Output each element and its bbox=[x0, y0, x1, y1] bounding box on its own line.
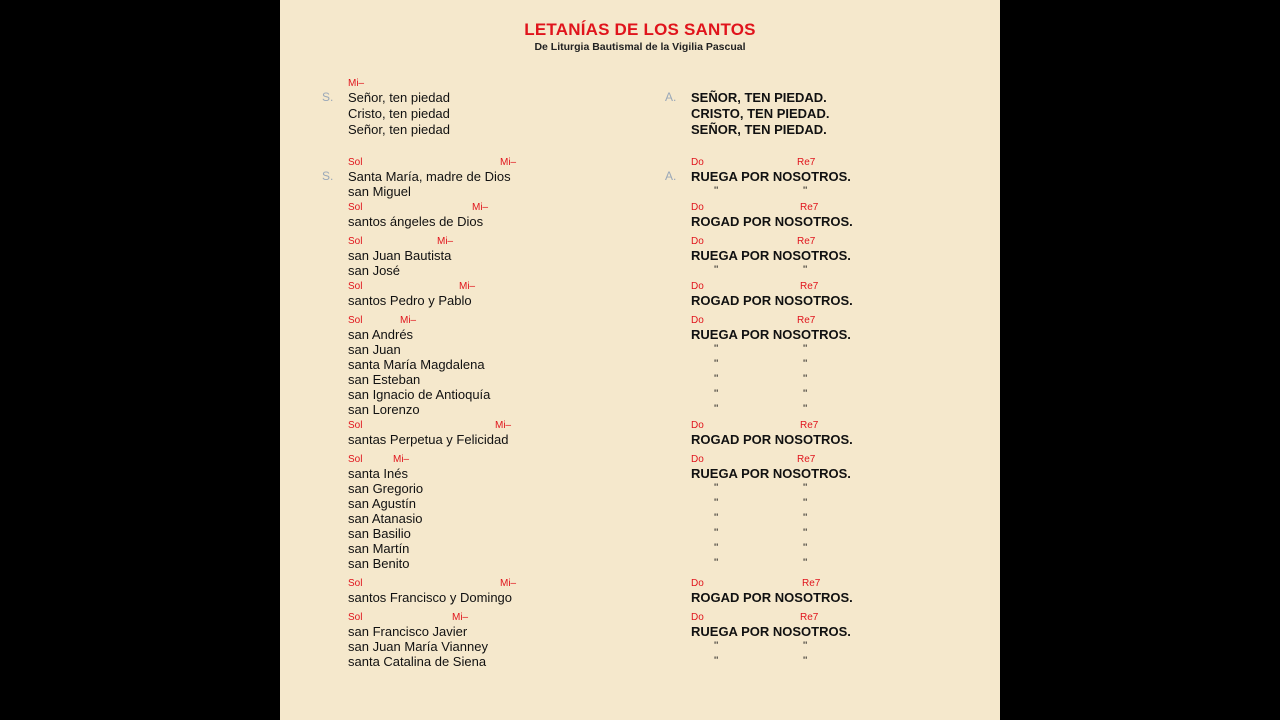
response-line: CRISTO, TEN PIEDAD. bbox=[691, 106, 830, 121]
response-line: RUEGA POR NOSOTROS. bbox=[691, 624, 851, 639]
ditto-mark: '' bbox=[714, 388, 719, 400]
chord-do: Do bbox=[691, 578, 704, 589]
ditto-mark: '' bbox=[714, 512, 719, 524]
chord-sol: Sol bbox=[348, 612, 363, 623]
response-line: SEÑOR, TEN PIEDAD. bbox=[691, 122, 827, 137]
invocation-line: san Basilio bbox=[348, 526, 411, 541]
ditto-mark: '' bbox=[714, 482, 719, 494]
invocation-line: san Atanasio bbox=[348, 511, 423, 526]
invocation-line: san Ignacio de Antioquía bbox=[348, 387, 491, 402]
ditto-mark: '' bbox=[803, 264, 808, 276]
chord-re7: Re7 bbox=[802, 578, 821, 589]
page-subtitle: De Liturgia Bautismal de la Vigilia Pascual bbox=[534, 41, 746, 53]
chord-mi: Mi– bbox=[495, 420, 512, 431]
invocation-line: santa Catalina de Siena bbox=[348, 654, 487, 669]
chord-mi: Mi– bbox=[400, 315, 417, 326]
invocation-line: santa Inés bbox=[348, 466, 408, 481]
invocation-line: san Esteban bbox=[348, 372, 421, 387]
ditto-mark: '' bbox=[803, 512, 808, 524]
invocation-line: san Gregorio bbox=[348, 481, 424, 496]
invocation-line: san Agustín bbox=[348, 496, 416, 511]
chord-re7: Re7 bbox=[797, 454, 816, 465]
invocation-line: Cristo, ten piedad bbox=[348, 106, 450, 121]
chord-mi: Mi– bbox=[459, 281, 476, 292]
invocation-line: santos Francisco y Domingo bbox=[348, 590, 513, 605]
chord-re7: Re7 bbox=[797, 157, 816, 168]
invocation-line: santos Pedro y Pablo bbox=[348, 293, 472, 308]
assembly-marker: A. bbox=[665, 169, 677, 183]
chord-sol: Sol bbox=[348, 315, 363, 326]
page-title: LETANÍAS DE LOS SANTOS bbox=[524, 20, 756, 39]
ditto-mark: '' bbox=[803, 497, 808, 509]
chord-sol: Sol bbox=[348, 157, 363, 168]
ditto-mark: '' bbox=[714, 264, 719, 276]
ditto-mark: '' bbox=[803, 527, 808, 539]
ditto-mark: '' bbox=[714, 557, 719, 569]
ditto-mark: '' bbox=[714, 527, 719, 539]
invocation-line: san Martín bbox=[348, 541, 410, 556]
chord-sol: Sol bbox=[348, 420, 363, 431]
chord-mi: Mi– bbox=[472, 202, 489, 213]
lyrics-sheet bbox=[280, 0, 1000, 720]
response-line: SEÑOR, TEN PIEDAD. bbox=[691, 90, 827, 105]
soloist-marker: S. bbox=[322, 169, 334, 183]
response-line: RUEGA POR NOSOTROS. bbox=[691, 248, 851, 263]
chord-mi: Mi– bbox=[393, 454, 410, 465]
invocation-line: san Francisco Javier bbox=[348, 624, 468, 639]
chord-re7: Re7 bbox=[797, 315, 816, 326]
invocation-line: san Juan Bautista bbox=[348, 248, 452, 263]
ditto-mark: '' bbox=[803, 542, 808, 554]
response-line: ROGAD POR NOSOTROS. bbox=[691, 214, 853, 229]
chord-sol: Sol bbox=[348, 578, 363, 589]
invocation-line: Santa María, madre de Dios bbox=[348, 169, 511, 184]
response-line: ROGAD POR NOSOTROS. bbox=[691, 293, 853, 308]
chord-sol: Sol bbox=[348, 236, 363, 247]
response-line: RUEGA POR NOSOTROS. bbox=[691, 327, 851, 342]
invocation-line: santas Perpetua y Felicidad bbox=[348, 432, 509, 447]
chord-do: Do bbox=[691, 236, 704, 247]
ditto-mark: '' bbox=[714, 185, 719, 197]
chord-do: Do bbox=[691, 420, 704, 431]
chord-sol: Sol bbox=[348, 202, 363, 213]
chord-mi: Mi– bbox=[437, 236, 454, 247]
invocation-line: santa María Magdalena bbox=[348, 357, 485, 372]
ditto-mark: '' bbox=[803, 343, 808, 355]
response-line: ROGAD POR NOSOTROS. bbox=[691, 432, 853, 447]
chord-sol: Sol bbox=[348, 281, 363, 292]
invocation-line: san Lorenzo bbox=[348, 402, 420, 417]
invocation-line: san Juan María Vianney bbox=[348, 639, 488, 654]
invocation-line: san José bbox=[348, 263, 401, 278]
ditto-mark: '' bbox=[803, 388, 808, 400]
chord-do: Do bbox=[691, 612, 704, 623]
ditto-mark: '' bbox=[803, 403, 808, 415]
ditto-mark: '' bbox=[714, 497, 719, 509]
chord-re7: Re7 bbox=[800, 281, 819, 292]
ditto-mark: '' bbox=[803, 185, 808, 197]
chord-re7: Re7 bbox=[800, 202, 819, 213]
invocation-line: san Juan bbox=[348, 342, 401, 357]
ditto-mark: '' bbox=[714, 373, 719, 385]
chord-do: Do bbox=[691, 202, 704, 213]
ditto-mark: '' bbox=[714, 542, 719, 554]
soloist-marker: S. bbox=[322, 90, 334, 104]
chord-re7: Re7 bbox=[800, 612, 819, 623]
ditto-mark: '' bbox=[803, 358, 808, 370]
ditto-mark: '' bbox=[803, 482, 808, 494]
assembly-marker: A. bbox=[665, 90, 677, 104]
invocation-line: Señor, ten piedad bbox=[348, 122, 450, 137]
response-line: RUEGA POR NOSOTROS. bbox=[691, 169, 851, 184]
chord-mi: Mi– bbox=[500, 157, 517, 168]
invocation-line: san Miguel bbox=[348, 184, 411, 199]
chord-do: Do bbox=[691, 315, 704, 326]
chord-re7: Re7 bbox=[797, 236, 816, 247]
response-line: RUEGA POR NOSOTROS. bbox=[691, 466, 851, 481]
ditto-mark: '' bbox=[714, 655, 719, 667]
invocation-line: Señor, ten piedad bbox=[348, 90, 450, 105]
chord-mi: Mi– bbox=[348, 78, 365, 89]
chord-do: Do bbox=[691, 454, 704, 465]
ditto-mark: '' bbox=[714, 358, 719, 370]
chord-do: Do bbox=[691, 157, 704, 168]
ditto-mark: '' bbox=[803, 640, 808, 652]
ditto-mark: '' bbox=[714, 343, 719, 355]
chord-mi: Mi– bbox=[500, 578, 517, 589]
ditto-mark: '' bbox=[803, 655, 808, 667]
ditto-mark: '' bbox=[803, 557, 808, 569]
chord-do: Do bbox=[691, 281, 704, 292]
invocation-line: santos ángeles de Dios bbox=[348, 214, 484, 229]
ditto-mark: '' bbox=[714, 640, 719, 652]
invocation-line: san Andrés bbox=[348, 327, 414, 342]
chord-sol: Sol bbox=[348, 454, 363, 465]
invocation-line: san Benito bbox=[348, 556, 410, 571]
ditto-mark: '' bbox=[714, 403, 719, 415]
chord-re7: Re7 bbox=[800, 420, 819, 431]
response-line: ROGAD POR NOSOTROS. bbox=[691, 590, 853, 605]
chord-mi: Mi– bbox=[452, 612, 469, 623]
ditto-mark: '' bbox=[803, 373, 808, 385]
